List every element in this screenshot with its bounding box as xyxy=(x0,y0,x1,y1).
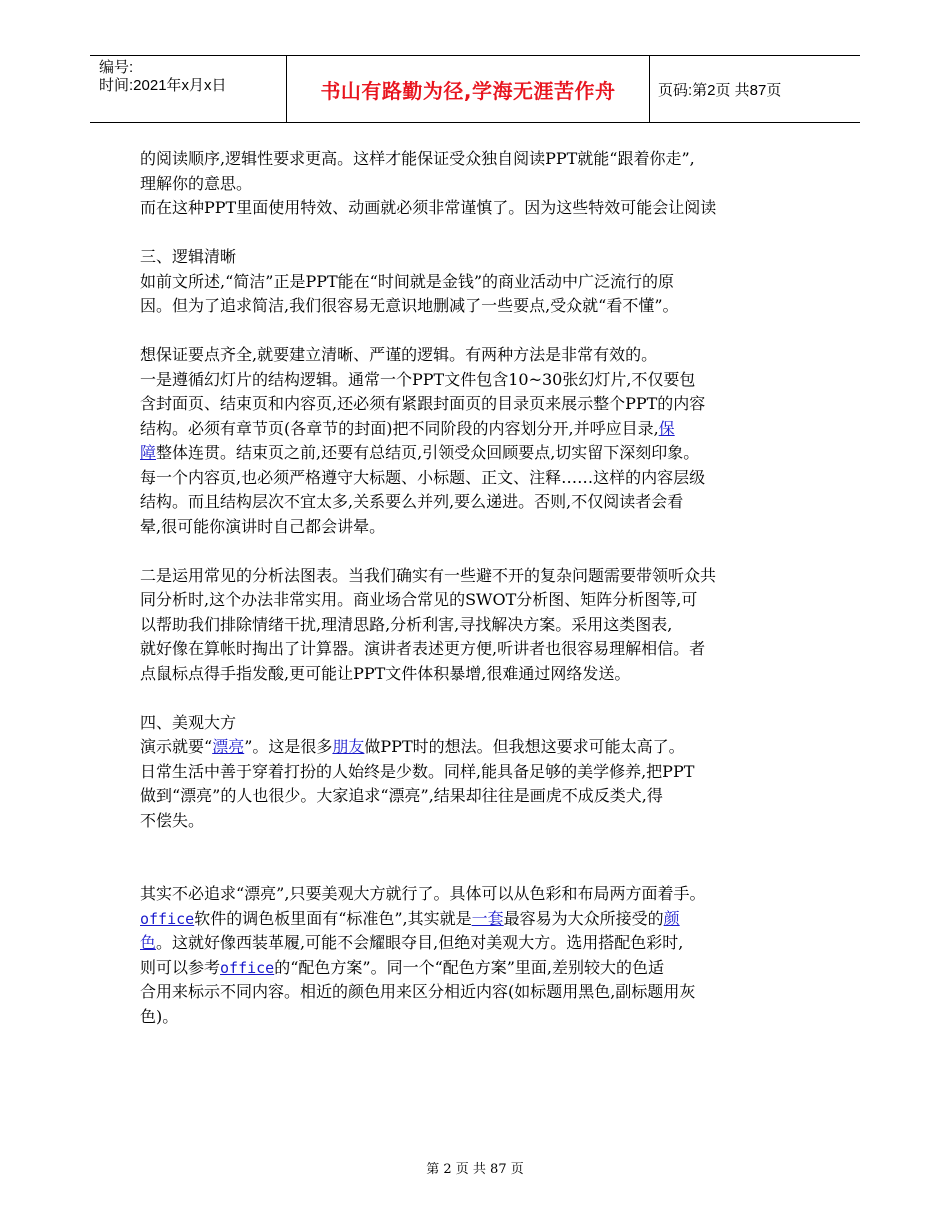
text-line: 结构。而且结构层次不宜太多,关系要么并列,要么递进。否则,不仅阅读者会看 xyxy=(140,492,684,511)
text-segment: 的“配色方案”。同一个“配色方案”里面,差别较大的色适 xyxy=(274,957,665,977)
text-segment: 最容易为大众所接受的 xyxy=(503,908,664,928)
text-line: 理解你的意思。 xyxy=(140,173,253,193)
link-yitao[interactable]: 一套 xyxy=(471,908,504,928)
text-line xyxy=(140,931,830,956)
text-line: 而在这种PPT里面使用特效、动画就必须非常谨慎了。因为这些特效可能会让阅读 xyxy=(140,198,717,217)
section-heading-aesthetics: 四、美观大方 xyxy=(140,712,237,732)
header-page-info: 页码:第2页 共87页 xyxy=(658,82,782,99)
text-line: 想保证要点齐全,就要建立清晰、严谨的逻辑。有两种方法是非常有效的。 xyxy=(140,345,658,364)
link-baozhang-cont[interactable]: 障 xyxy=(140,443,157,462)
document-number-label: 编号: xyxy=(99,59,134,76)
text-line: 点鼠标点得手指发酸,更可能让PPT文件体积暴增,很难通过网络发送。 xyxy=(140,663,631,683)
text-line: 不偿失。 xyxy=(140,810,205,830)
document-time-label: 时间:2021年x月x日 xyxy=(99,77,227,94)
text-segment: 结构。必须有章节页(各章节的封面)把不同阶段的内容划分开,并呼应目录, xyxy=(140,418,659,438)
text-segment: 软件的调色板里面有“标准色”,其实就是 xyxy=(194,908,472,928)
text-line xyxy=(140,956,830,981)
text-segment: 演示就要“ xyxy=(140,737,213,756)
text-segment: 。这就好像西装革履,可能不会耀眼夺目,但绝对美观大方。选用搭配色彩时, xyxy=(156,933,684,952)
page-header xyxy=(90,55,860,123)
text-line xyxy=(140,735,830,760)
text-line: 含封面页、结束页和内容页,还必须有紧跟封面页的目录页来展示整个PPT的内容 xyxy=(140,394,706,413)
text-segment: 则可以参考 xyxy=(140,957,221,977)
text-line: 就好像在算帐时掏出了计算器。演讲者表述更方便,听讲者也很容易理解相信。者 xyxy=(140,639,706,658)
text-line: 以帮助我们排除情绪干扰,理清思路,分析利害,寻找解决方案。采用这类图表, xyxy=(140,614,673,634)
header-meta xyxy=(99,59,285,95)
text-line: 因。但为了追求简洁,我们很容易无意识地删减了一些要点,受众就“看不懂”。 xyxy=(140,296,679,315)
section-heading-logic: 三、逻辑清晰 xyxy=(140,247,237,266)
text-line: 一是遵循幻灯片的结构逻辑。通常一个PPT文件包含10~30张幻灯片,不仅要包 xyxy=(140,369,696,389)
text-line: 其实不必追求“漂亮”,只要美观大方就行了。具体可以从色彩和布局两方面着手。 xyxy=(140,884,706,903)
text-segment: 做PPT时的想法。但我想这要求可能太高了。 xyxy=(364,737,685,756)
document-body xyxy=(140,147,830,1029)
text-line: 做到“漂亮”的人也很少。大家追求“漂亮”,结果却往往是画虎不成反类犬,得 xyxy=(140,786,663,805)
text-line: 合用来标示不同内容。相近的颜色用来区分相近内容(如标题用黑色,副标题用灰 xyxy=(140,982,696,1001)
header-motto: 书山有路勤为径,学海无涯苦作舟 xyxy=(320,78,616,103)
text-segment: ”。这是很多 xyxy=(244,737,333,756)
text-line xyxy=(140,417,830,442)
link-piaoliang[interactable]: 漂亮 xyxy=(212,737,245,756)
text-line xyxy=(140,441,830,466)
text-segment: 整体连贯。结束页之前,还要有总结页,引领受众回顾要点,切实留下深刻印象。 xyxy=(156,443,700,462)
text-line: 日常生活中善于穿着打扮的人始终是少数。同样,能具备足够的美学修养,把PPT xyxy=(140,761,695,781)
text-line: 的阅读顺序,逻辑性要求更高。这样才能保证受众独自阅读PPT就能“跟着你走”, xyxy=(140,149,695,168)
text-line: 同分析时,这个办法非常实用。商业场合常见的SWOT分析图、矩阵分析图等,可 xyxy=(140,590,698,609)
link-baozhang[interactable]: 保 xyxy=(658,418,675,438)
link-yanse[interactable]: 颜 xyxy=(663,908,680,928)
text-line xyxy=(140,907,830,932)
text-line: 每一个内容页,也必须严格遵守大标题、小标题、正文、注释……这样的内容层级 xyxy=(140,467,706,487)
page-footer: 第 2 页 共 87 页 xyxy=(426,1162,524,1177)
link-office-2[interactable]: office xyxy=(220,958,275,977)
text-line: 二是运用常见的分析法图表。当我们确实有一些避不开的复杂问题需要带领听众共 xyxy=(140,565,717,585)
text-line: 色)。 xyxy=(140,1006,179,1026)
link-pengyou[interactable]: 朋友 xyxy=(332,737,365,756)
link-office[interactable]: office xyxy=(140,909,195,928)
text-line: 如前文所述,“简洁”正是PPT能在“时间就是金钱”的商业活动中广泛流行的原 xyxy=(140,271,675,291)
header-motto-cell xyxy=(286,56,650,122)
text-line: 晕,很可能你演讲时自己都会讲晕。 xyxy=(140,516,386,536)
link-yanse-cont[interactable]: 色 xyxy=(140,933,157,952)
